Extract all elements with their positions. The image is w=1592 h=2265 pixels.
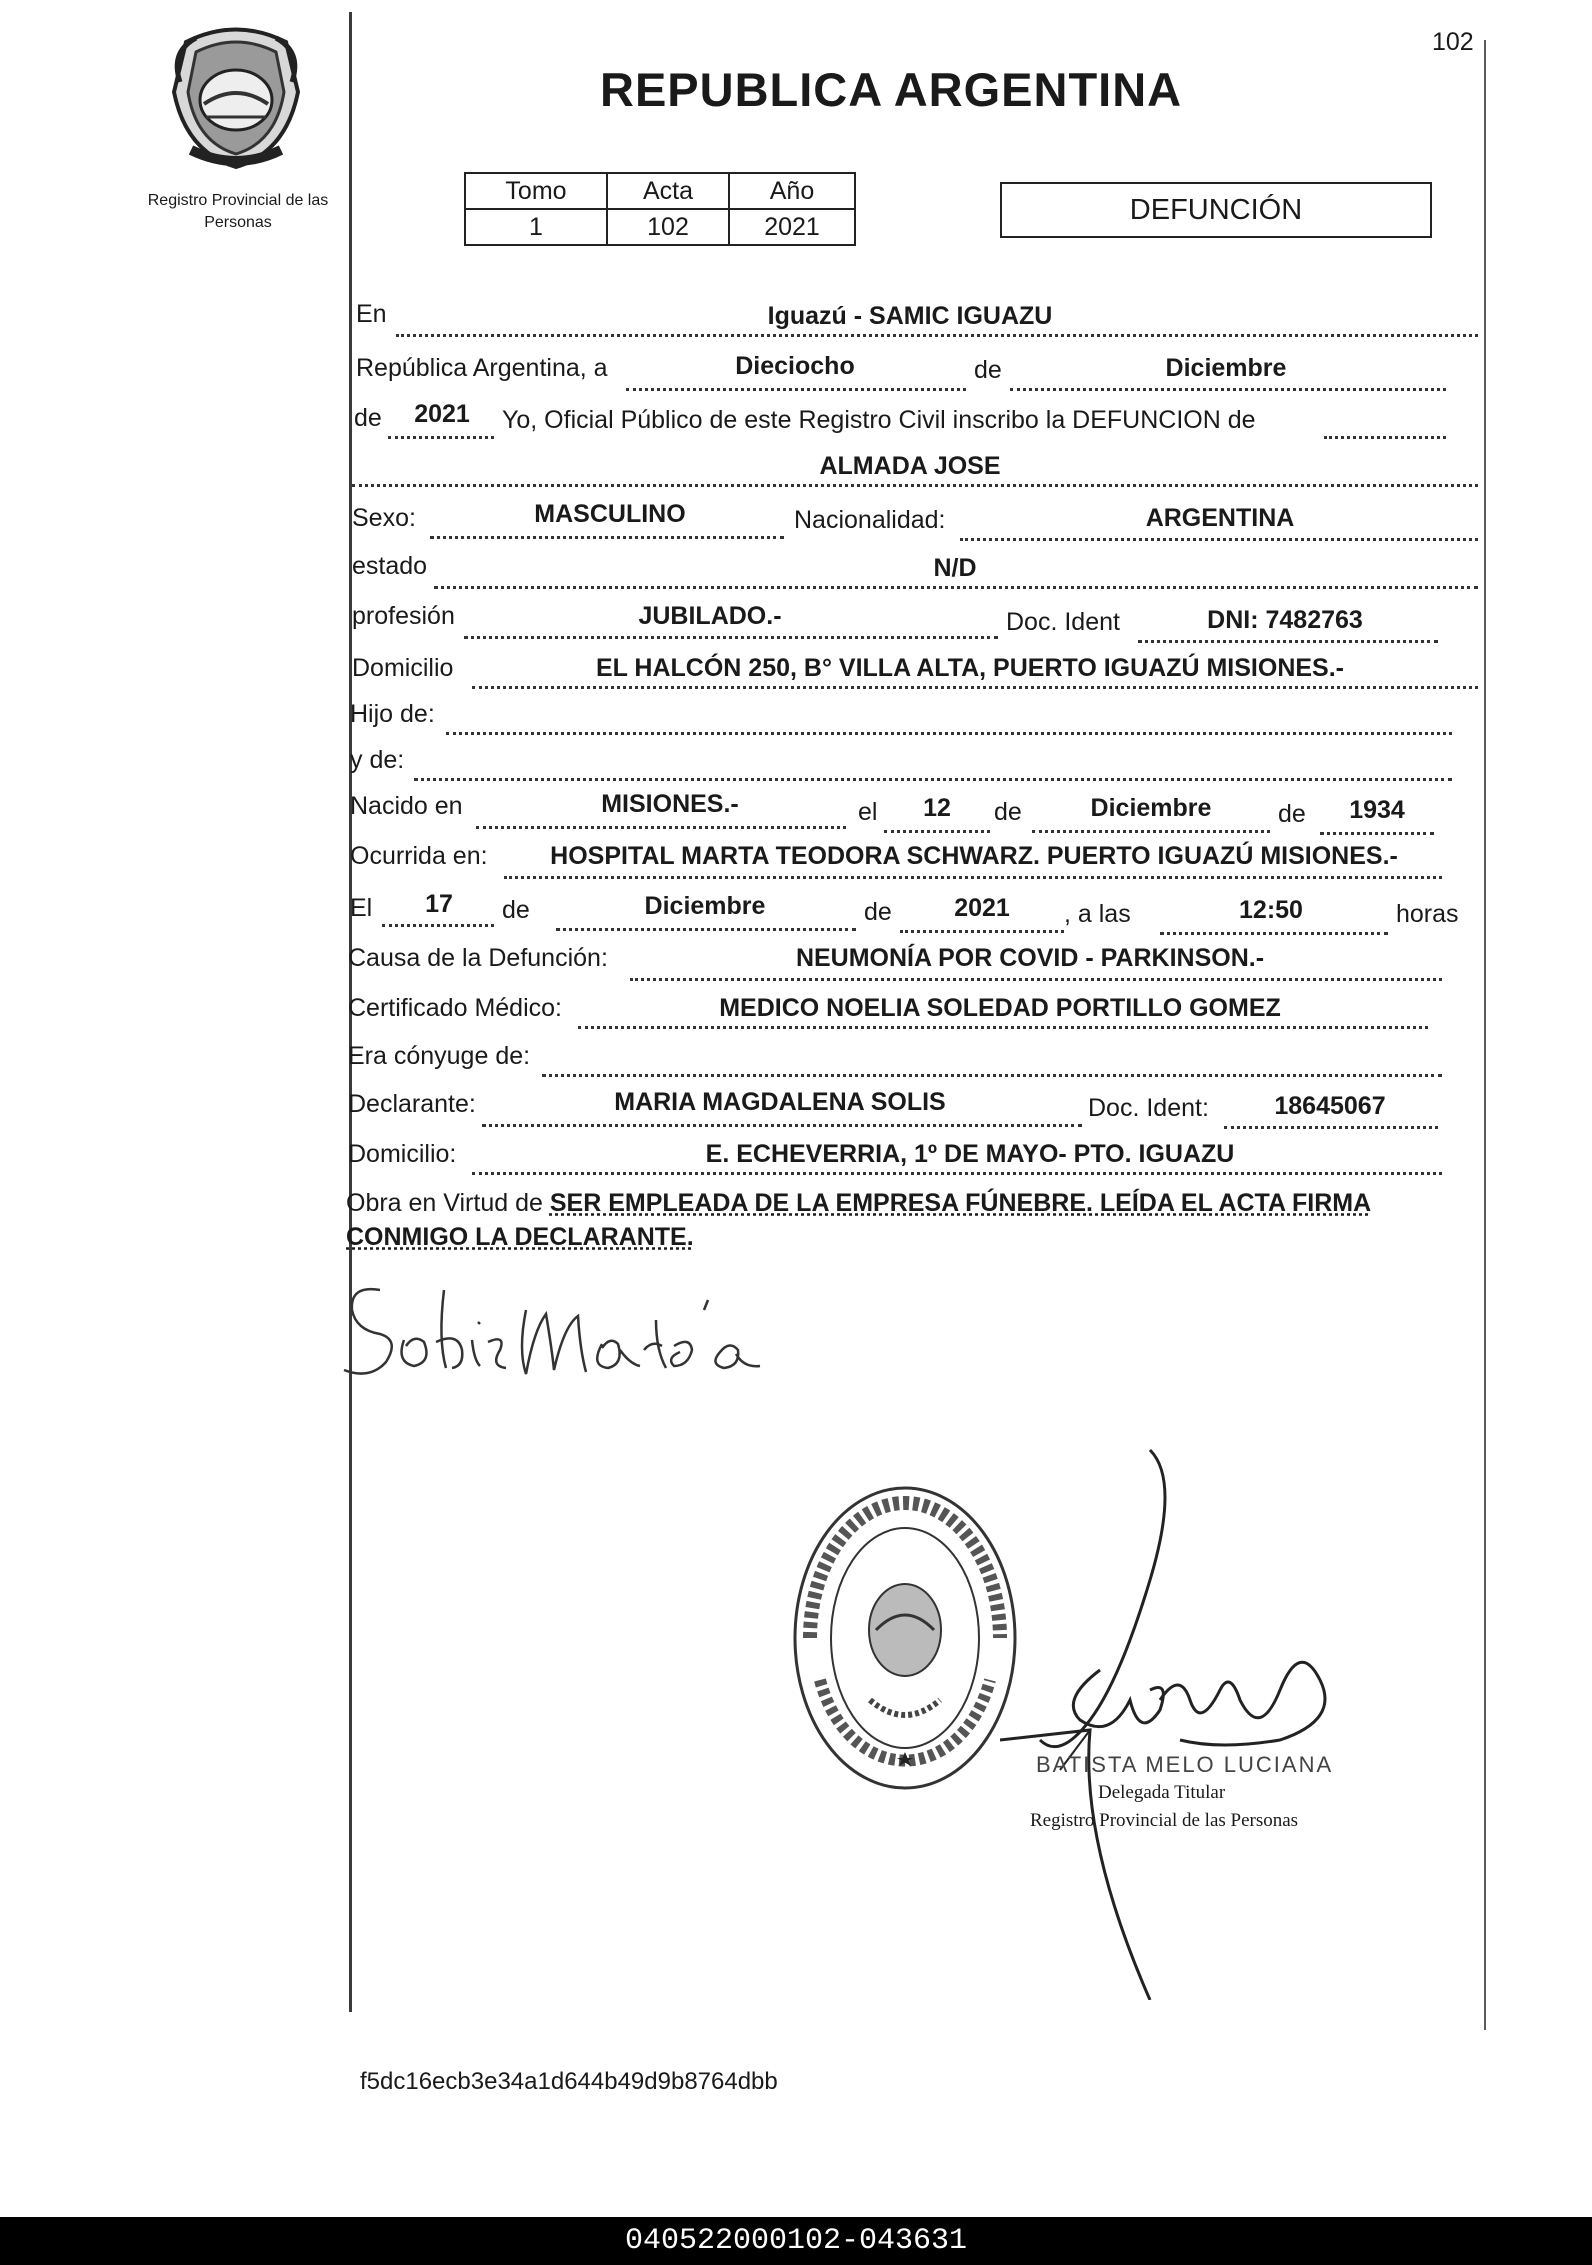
de-label: de xyxy=(994,798,1022,826)
death-day: 17 xyxy=(425,890,453,918)
obra-value: SER EMPLEADA DE LA EMPRESA FÚNEBRE. LEÍDA EL ACTA FIRMA CONMIGO LA DECLARANTE. xyxy=(346,1189,1372,1251)
dotted-line xyxy=(352,484,1478,487)
nacido-value: MISIONES.- xyxy=(601,790,739,818)
dotted-line xyxy=(884,830,990,833)
page-title: REPUBLICA ARGENTINA xyxy=(600,63,1183,116)
death-time: 12:50 xyxy=(1239,896,1303,924)
doc-ident-label: Doc. Ident xyxy=(1006,608,1120,636)
certificado-value: MEDICO NOELIA SOLEDAD PORTILLO GOMEZ xyxy=(719,994,1281,1022)
document-type-box: DEFUNCIÓN xyxy=(1000,182,1432,238)
sexo-label: Sexo: xyxy=(352,504,416,532)
document-hash: f5dc16ecb3e34a1d644b49d9b8764dbb xyxy=(360,2068,778,2095)
de-label: de xyxy=(354,404,382,432)
official-office: Registro Provincial de las Personas xyxy=(1030,1810,1299,1831)
dotted-line xyxy=(960,538,1478,541)
official-signature xyxy=(1000,1440,1360,2000)
domicilio-declarante-value: E. ECHEVERRIA, 1º DE MAYO- PTO. IGUAZU xyxy=(705,1140,1235,1168)
declarante-value: MARIA MAGDALENA SOLIS xyxy=(614,1088,946,1116)
dotted-line xyxy=(396,334,1478,337)
dotted-line xyxy=(1224,1126,1438,1129)
day-value: Dieciocho xyxy=(735,352,855,380)
death-month: Diciembre xyxy=(644,892,766,920)
obra-label: Obra en Virtud de xyxy=(346,1189,543,1217)
republica-label: República Argentina, a xyxy=(356,354,608,382)
official-name: BATISTA MELO LUCIANA xyxy=(1036,1752,1334,1777)
birth-month: Diciembre xyxy=(1090,794,1212,822)
domicilio-label: Domicilio xyxy=(352,654,454,682)
dotted-line xyxy=(578,1026,1428,1029)
dotted-line xyxy=(630,978,1442,981)
de-label: de xyxy=(502,896,530,924)
right-margin-line xyxy=(1484,40,1486,2030)
nacionalidad-label: Nacionalidad: xyxy=(794,506,946,534)
anio-header: Año xyxy=(729,173,855,209)
dotted-line xyxy=(472,1172,1442,1175)
yo-text: Yo, Oficial Público de este Registro Civil inscribo la DEFUNCION de xyxy=(502,406,1256,434)
sexo-value: MASCULINO xyxy=(534,500,686,528)
declarante-label: Declarante: xyxy=(348,1090,476,1118)
el-label: El xyxy=(350,894,373,922)
ocurrida-label: Ocurrida en: xyxy=(350,842,488,870)
en-label: En xyxy=(356,300,387,328)
dotted-line xyxy=(382,924,494,927)
month-value: Diciembre xyxy=(1165,354,1287,382)
y-de-label: y de: xyxy=(350,746,405,774)
doc-ident-label: Doc. Ident: xyxy=(1088,1094,1209,1122)
horas-label: horas xyxy=(1396,900,1459,928)
registry-caption: Registro Provincial de las Personas xyxy=(147,192,329,231)
nacionalidad-value: ARGENTINA xyxy=(1145,504,1295,532)
de-label: de xyxy=(974,356,1002,384)
conyuge-label: Era cónyuge de: xyxy=(348,1042,531,1070)
anio-value: 2021 xyxy=(729,209,855,245)
profesion-label: profesión xyxy=(352,602,455,630)
declarante-doc-value: 18645067 xyxy=(1274,1092,1386,1120)
domicilio-label: Domicilio: xyxy=(348,1140,457,1168)
dotted-line xyxy=(430,536,784,539)
dotted-line xyxy=(556,928,856,931)
deceased-name: ALMADA JOSE xyxy=(819,452,1001,480)
dotted-line xyxy=(476,826,846,829)
profesion-value: JUBILADO.- xyxy=(638,602,782,630)
estado-label: estado xyxy=(352,552,428,580)
dotted-line xyxy=(1032,830,1270,833)
registry-stamp-icon xyxy=(790,1480,1020,1800)
dotted-line xyxy=(434,586,1478,589)
dotted-line xyxy=(482,1124,1082,1127)
hijo-label: Hijo de: xyxy=(350,700,435,728)
birth-day: 12 xyxy=(923,794,951,822)
nacido-label: Nacido en xyxy=(350,792,463,820)
dotted-line xyxy=(414,778,1452,781)
dotted-line xyxy=(1320,832,1434,835)
record-id-table xyxy=(464,172,856,246)
declarant-signature xyxy=(340,1270,800,1390)
dotted-line xyxy=(626,388,966,391)
dotted-line xyxy=(388,436,494,439)
page-number: 102 xyxy=(1432,28,1474,56)
year-value: 2021 xyxy=(414,400,470,428)
dotted-line xyxy=(446,732,1452,735)
acta-header: Acta xyxy=(607,173,729,209)
de-label: de xyxy=(864,898,892,926)
estado-value: N/D xyxy=(933,554,977,582)
doc-ident-value: DNI: 7482763 xyxy=(1207,606,1363,634)
de-label: de xyxy=(1278,800,1306,828)
place-value: Iguazú - SAMIC IGUAZU xyxy=(767,302,1053,330)
provincial-seal-icon xyxy=(166,22,306,170)
obra-paragraph xyxy=(346,1186,1476,1254)
dotted-line xyxy=(1138,640,1438,643)
dotted-line xyxy=(1010,388,1446,391)
dotted-line xyxy=(472,686,1478,689)
causa-label: Causa de la Defunción: xyxy=(348,944,608,972)
dotted-line xyxy=(504,876,1442,879)
domicilio-value: EL HALCÓN 250, B° VILLA ALTA, PUERTO IGUAZÚ MISIONES.- xyxy=(595,654,1344,682)
tomo-value: 1 xyxy=(465,209,607,245)
dotted-line xyxy=(464,636,998,639)
a-las-label: , a las xyxy=(1064,900,1131,928)
acta-value: 102 xyxy=(607,209,729,245)
dotted-line xyxy=(900,930,1064,933)
dotted-line xyxy=(1324,436,1446,439)
tomo-header: Tomo xyxy=(465,173,607,209)
footer-code: 040522000102-043631 xyxy=(0,2217,1592,2265)
death-year: 2021 xyxy=(954,894,1010,922)
dotted-line xyxy=(542,1074,1442,1077)
causa-value: NEUMONÍA POR COVID - PARKINSON.- xyxy=(795,944,1265,972)
el-label: el xyxy=(858,798,878,826)
dotted-line xyxy=(1160,932,1388,935)
ocurrida-value: HOSPITAL MARTA TEODORA SCHWARZ. PUERTO IGUAZÚ MISIONES.- xyxy=(550,842,1398,870)
birth-year: 1934 xyxy=(1349,796,1405,824)
certificado-label: Certificado Médico: xyxy=(348,994,562,1022)
official-role: Delegada Titular xyxy=(1098,1782,1226,1803)
